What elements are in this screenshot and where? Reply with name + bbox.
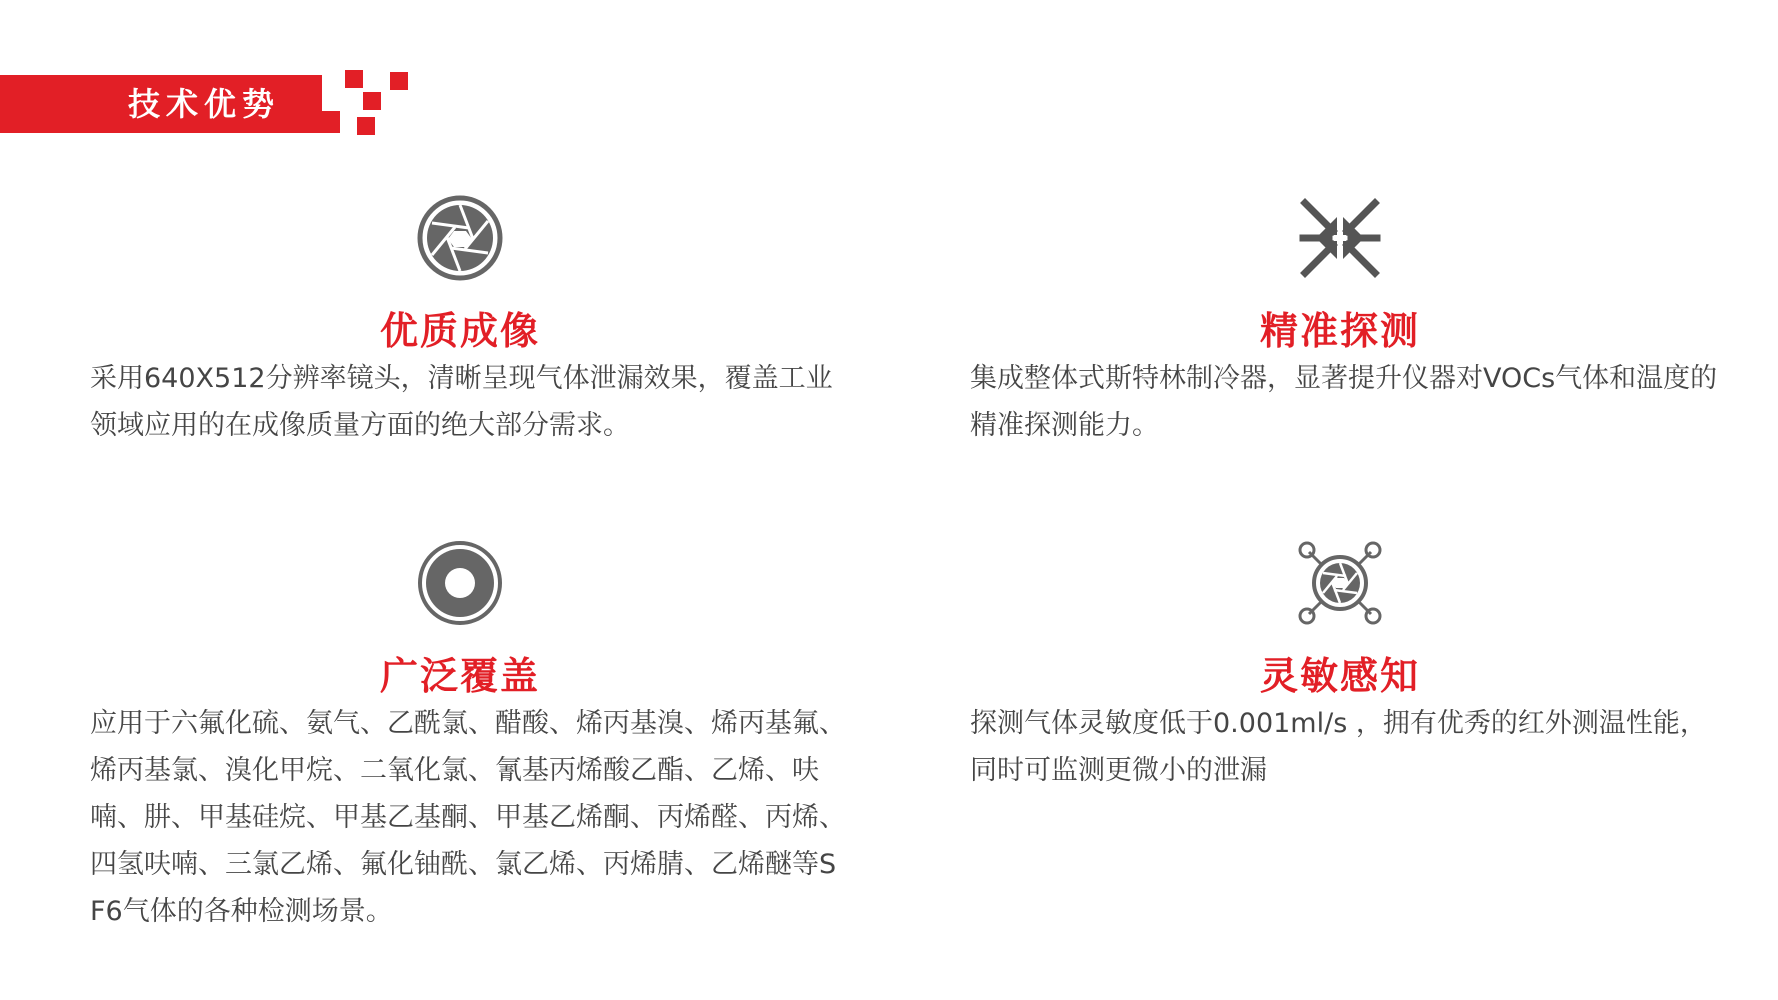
feature-description: 探测气体灵敏度低于0.001ml/s ，拥有优秀的红外测温性能，同时可监测更微小的泄漏 bbox=[970, 708, 1707, 786]
decor-square bbox=[357, 117, 375, 135]
converge-arrows-icon bbox=[1297, 195, 1383, 281]
aperture-icon bbox=[417, 195, 503, 281]
feature-title: 灵敏感知 bbox=[1259, 654, 1420, 698]
decor-square bbox=[390, 72, 408, 90]
decor-square bbox=[345, 70, 363, 88]
feature-description: 集成整体式斯特林制冷器，显著提升仪器对VOCs气体和温度的精准探测能力。 bbox=[970, 363, 1718, 441]
feature-title: 精准探测 bbox=[1259, 309, 1420, 353]
feature-title: 广泛覆盖 bbox=[379, 654, 540, 698]
feature-title: 优质成像 bbox=[379, 309, 540, 353]
banner-notch bbox=[322, 75, 340, 111]
feature-description: 采用640X512分辨率镜头，清晰呈现气体泄漏效果，覆盖工业领域应用的在成像质量方面的绝大部分需求。 bbox=[90, 363, 833, 441]
decor-square bbox=[363, 92, 381, 110]
ring-icon bbox=[417, 540, 503, 626]
section-title: 技术优势 bbox=[128, 85, 281, 123]
feature-description: 应用于六氟化硫、氨气、乙酰氯、醋酸、烯丙基溴、烯丙基氟、烯丙基氯、溴化甲烷、二氧化氯、氰基丙烯酸乙酯、乙烯、呋喃、肼、甲基硅烷、甲基乙基酮、甲基乙烯酮、丙烯醛、丙烯、四氢呋喃、三氯乙烯、氟化铀酰、氯乙烯、丙烯腈、乙烯醚等SF6气体的各种检测场景。 bbox=[90, 708, 846, 927]
drone-aperture-icon bbox=[1297, 540, 1383, 626]
